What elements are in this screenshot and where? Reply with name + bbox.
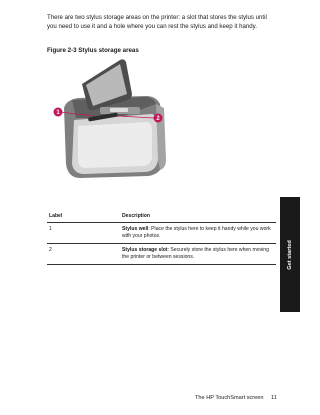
row-label: 1 [47,223,120,244]
row-text: : Securely store the stylus here when moving the printer or between sessions. [122,247,269,260]
table-row [47,244,276,265]
row-term: Stylus storage slot [122,247,168,253]
row-description [120,244,276,265]
callout-2-label: 2 [156,116,160,123]
description-column-header: Description [120,210,276,223]
row-term: Stylus well [122,226,149,232]
printer-illustration [48,56,178,181]
table-header-row [47,210,276,223]
figure-caption: Figure 2-3 Stylus storage areas [47,47,139,54]
chapter-side-tab [280,197,300,312]
callout-1-label: 1 [56,110,60,117]
row-description [120,223,276,244]
page-number: 11 [271,395,277,401]
row-text: : Place the stylus here to keep it handy while you work with your photos. [122,226,271,239]
label-description-table [47,210,276,265]
row-label: 2 [47,244,120,265]
intro-paragraph: There are two stylus storage areas on the printer: a slot that stores the stylus until you need to use it and a hole where you can rest the stylus and keep it handy. [47,14,267,30]
table-row [47,223,276,244]
label-column-header: Label [47,210,120,223]
footer-section-title: The HP TouchSmart screen [195,395,264,401]
side-tab-label: Get started [287,239,293,270]
